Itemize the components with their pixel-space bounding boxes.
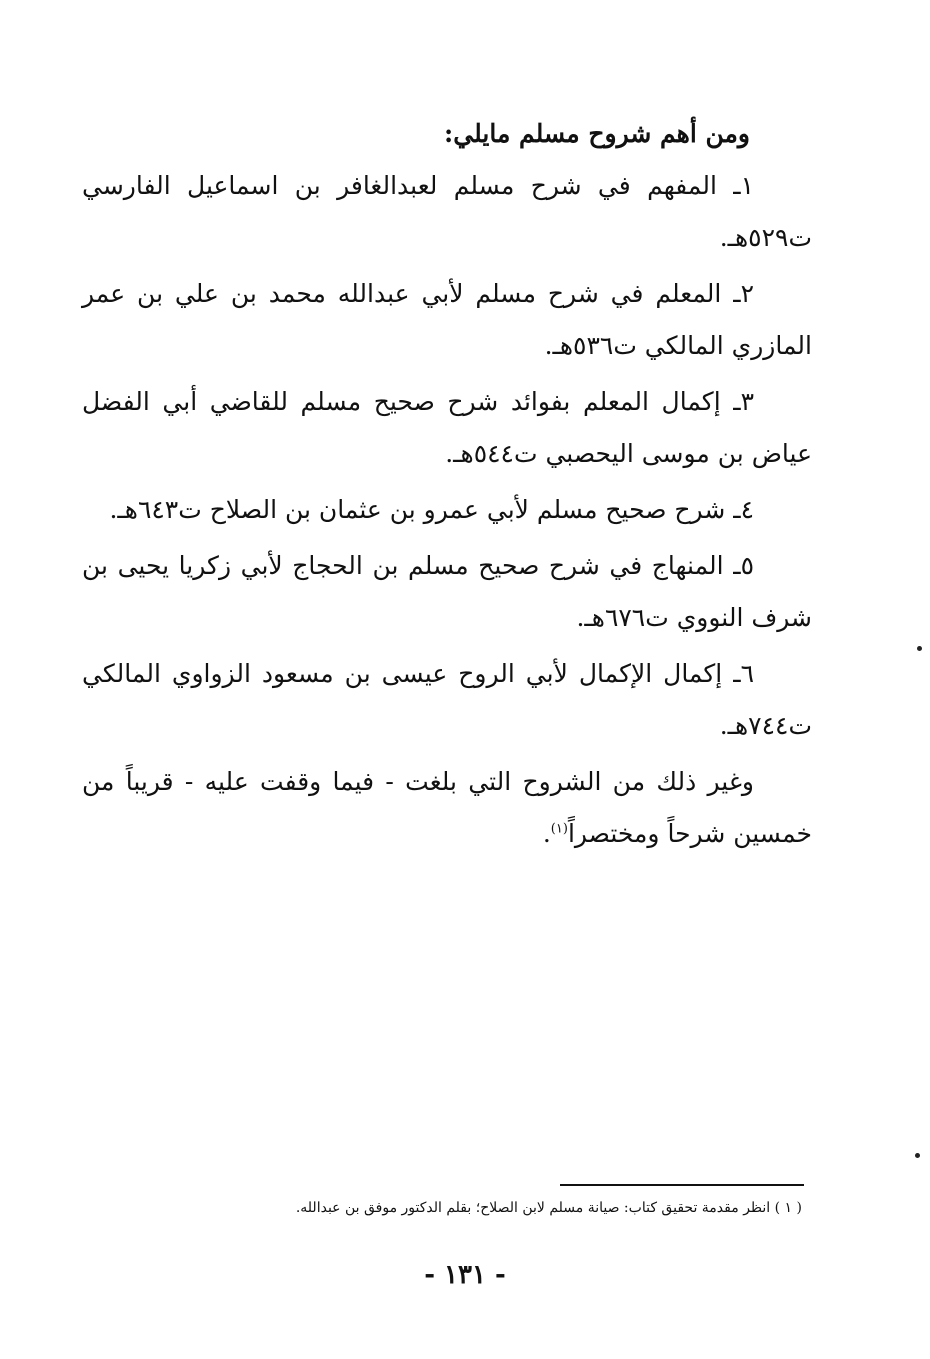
list-item-5: ٥ـ المنهاج في شرح صحيح مسلم بن الحجاج لأبي زكريا يحيى بن شرف النووي ت٦٧٦هـ. [82,551,812,632]
list-item-6: ٦ـ إكمال الإكمال لأبي الروح عيسى بن مسعود الزواوي المالكي ت٧٤٤هـ. [82,659,812,740]
footnote-reference[interactable]: (١) [550,821,568,837]
closing-period: . [542,819,551,848]
footnote: ( ١ ) انظر مقدمة تحقيق كتاب: صيانة مسلم لابن الصلاح؛ بقلم الدكتور موفق بن عبدالله. [295,1200,802,1216]
section-heading: ومن أهم شروح مسلم مايلي: [444,119,750,148]
list-item-4: ٤ـ شرح صحيح مسلم لأبي عمرو بن عثمان بن الصلاح ت٦٤٣هـ. [109,495,754,524]
closing-text: وغير ذلك من الشروح التي بلغت - فيما وقفت عليه - قريباً من خمسين شرحاً ومختصراً [82,767,812,848]
list-item-1: ١ـ المفهم في شرح مسلم لعبدالغافر بن اسماعيل الفارسي ت٥٢٩هـ. [82,171,812,252]
margin-speck [915,1153,920,1158]
list-item-2: ٢ـ المعلم في شرح مسلم لأبي عبدالله محمد بن علي بن عمر المازري المالكي ت٥٣٦هـ. [82,279,812,360]
list-item-3: ٣ـ إكمال المعلم بفوائد شرح صحيح مسلم للقاضي أبي الفضل عياض بن موسى اليحصبي ت٥٤٤هـ. [82,387,812,468]
margin-speck [917,646,922,651]
footnote-divider [560,1184,804,1186]
body-text [82,108,812,860]
page-number: - ١٣١ - [424,1260,506,1290]
closing-paragraph [82,756,812,860]
